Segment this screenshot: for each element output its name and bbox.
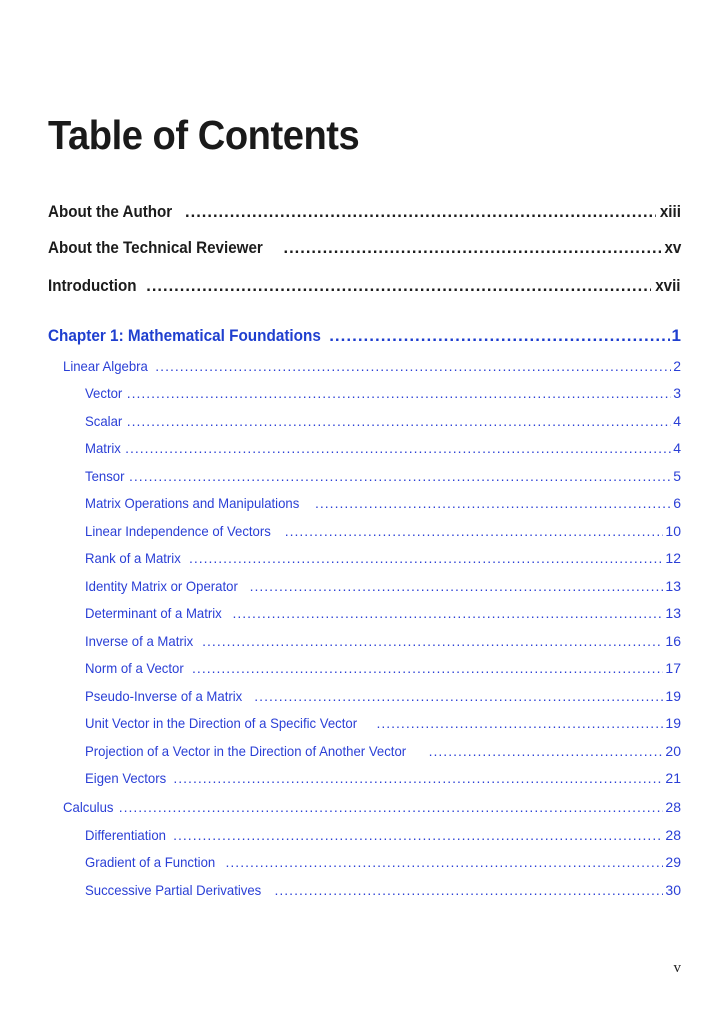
toc-entry-page: 28 xyxy=(665,799,681,815)
toc-entry-title: Unit Vector in the Direction of a Specific Vector xyxy=(85,715,358,731)
toc-entry-page: 29 xyxy=(665,854,681,870)
dot-leader xyxy=(127,413,672,429)
toc-entry-successive-partial-derivatives[interactable] xyxy=(85,882,681,898)
toc-entry-title: Differentiation xyxy=(85,827,166,843)
toc-entry-title: About the Technical Reviewer xyxy=(48,239,263,257)
toc-entry-title: Tensor xyxy=(85,468,125,484)
toc-entry-calculus[interactable] xyxy=(63,799,681,815)
toc-entry-matrix-operations[interactable] xyxy=(85,495,681,511)
toc-entry-about-the-technical-reviewer[interactable] xyxy=(48,239,681,258)
dot-leader xyxy=(429,743,664,759)
toc-entry-linear-independence[interactable] xyxy=(85,523,681,539)
toc-entry-page: xvii xyxy=(655,277,681,295)
toc-entry-page: xv xyxy=(664,239,681,257)
page-title: Table of Contents xyxy=(48,112,360,158)
dot-leader xyxy=(146,277,651,296)
toc-entry-matrix[interactable] xyxy=(85,440,681,456)
toc-entry-page: 6 xyxy=(673,495,681,511)
toc-entry-title: Linear Independence of Vectors xyxy=(85,523,271,539)
toc-entry-title: Norm of a Vector xyxy=(85,660,184,676)
toc-entry-rank-of-a-matrix[interactable] xyxy=(85,550,681,566)
toc-entry-page: 4 xyxy=(673,413,681,429)
toc-entry-title: Chapter 1: Mathematical Foundations xyxy=(48,326,321,345)
toc-entry-page: 2 xyxy=(673,358,681,374)
toc-entry-title: Determinant of a Matrix xyxy=(85,605,222,621)
dot-leader xyxy=(185,203,656,222)
toc-entry-eigen-vectors[interactable] xyxy=(85,770,681,786)
toc-entry-page: 12 xyxy=(665,550,681,566)
toc-entry-title: Calculus xyxy=(63,799,114,815)
toc-entry-page: 19 xyxy=(665,688,681,704)
toc-entry-page: xiii xyxy=(659,203,681,221)
toc-entry-page: 21 xyxy=(665,770,681,786)
toc-entry-title: Eigen Vectors xyxy=(85,770,167,786)
dot-leader xyxy=(250,578,664,594)
toc-entry-determinant[interactable] xyxy=(85,605,681,621)
toc-entry-title: Pseudo-Inverse of a Matrix xyxy=(85,688,243,704)
dot-leader xyxy=(173,770,663,786)
toc-entry-page: 4 xyxy=(673,440,681,456)
dot-leader xyxy=(329,326,669,346)
dot-leader xyxy=(127,385,672,401)
toc-entry-unit-vector[interactable] xyxy=(85,715,681,731)
toc-entry-scalar[interactable] xyxy=(85,413,681,429)
toc-entry-page: 19 xyxy=(665,715,681,731)
toc-entry-page: 28 xyxy=(665,827,681,843)
toc-entry-identity-matrix[interactable] xyxy=(85,578,681,594)
dot-leader xyxy=(155,358,671,374)
toc-entry-page: 17 xyxy=(665,660,681,676)
toc-entry-title: Matrix xyxy=(85,440,121,456)
toc-entry-title: About the Author xyxy=(48,203,173,221)
toc-entry-pseudo-inverse[interactable] xyxy=(85,688,681,704)
toc-entry-page: 30 xyxy=(665,882,681,898)
toc-entry-projection-of-a-vector[interactable] xyxy=(85,743,681,759)
toc-entry-title: Linear Algebra xyxy=(63,358,148,374)
dot-leader xyxy=(192,660,663,676)
toc-entry-tensor[interactable] xyxy=(85,468,681,484)
dot-leader xyxy=(226,854,664,870)
toc-entry-page: 3 xyxy=(673,385,681,401)
dot-leader xyxy=(376,715,663,731)
page-number: v xyxy=(673,960,681,976)
toc-entry-page: 10 xyxy=(665,523,681,539)
toc-entry-title: Identity Matrix or Operator xyxy=(85,578,238,594)
toc-entry-page: 13 xyxy=(665,605,681,621)
dot-leader xyxy=(173,827,663,843)
toc-entry-page: 20 xyxy=(665,743,681,759)
toc-entry-chapter-1[interactable] xyxy=(48,326,681,346)
toc-entry-vector[interactable] xyxy=(85,385,681,401)
dot-leader xyxy=(284,239,661,258)
toc-entry-page: 5 xyxy=(673,468,681,484)
dot-leader xyxy=(125,440,671,456)
toc-entry-norm-of-a-vector[interactable] xyxy=(85,660,681,676)
dot-leader xyxy=(233,605,664,621)
dot-leader xyxy=(275,882,664,898)
toc-entry-page: 16 xyxy=(665,633,681,649)
dot-leader xyxy=(254,688,663,704)
toc-entry-about-the-author[interactable] xyxy=(48,203,681,222)
toc-entry-linear-algebra[interactable] xyxy=(63,358,681,374)
toc-entry-title: Gradient of a Function xyxy=(85,854,216,870)
dot-leader xyxy=(285,523,664,539)
toc-entry-title: Matrix Operations and Manipulations xyxy=(85,495,300,511)
toc-entry-introduction[interactable] xyxy=(48,277,681,296)
dot-leader xyxy=(129,468,671,484)
dot-leader xyxy=(315,495,671,511)
toc-entry-title: Scalar xyxy=(85,413,123,429)
toc-entry-differentiation[interactable] xyxy=(85,827,681,843)
toc-entry-title: Projection of a Vector in the Direction of Another Vector xyxy=(85,743,407,759)
toc-entry-title: Successive Partial Derivatives xyxy=(85,882,262,898)
dot-leader xyxy=(202,633,663,649)
toc-entry-title: Introduction xyxy=(48,277,137,295)
toc-entry-title: Vector xyxy=(85,385,123,401)
toc-entry-title: Rank of a Matrix xyxy=(85,550,181,566)
toc-entry-page: 13 xyxy=(665,578,681,594)
toc-entry-gradient-of-a-function[interactable] xyxy=(85,854,681,870)
dot-leader xyxy=(119,799,664,815)
toc-entry-inverse-of-a-matrix[interactable] xyxy=(85,633,681,649)
dot-leader xyxy=(189,550,663,566)
toc-entry-title: Inverse of a Matrix xyxy=(85,633,194,649)
toc-entry-page: 1 xyxy=(671,326,681,345)
